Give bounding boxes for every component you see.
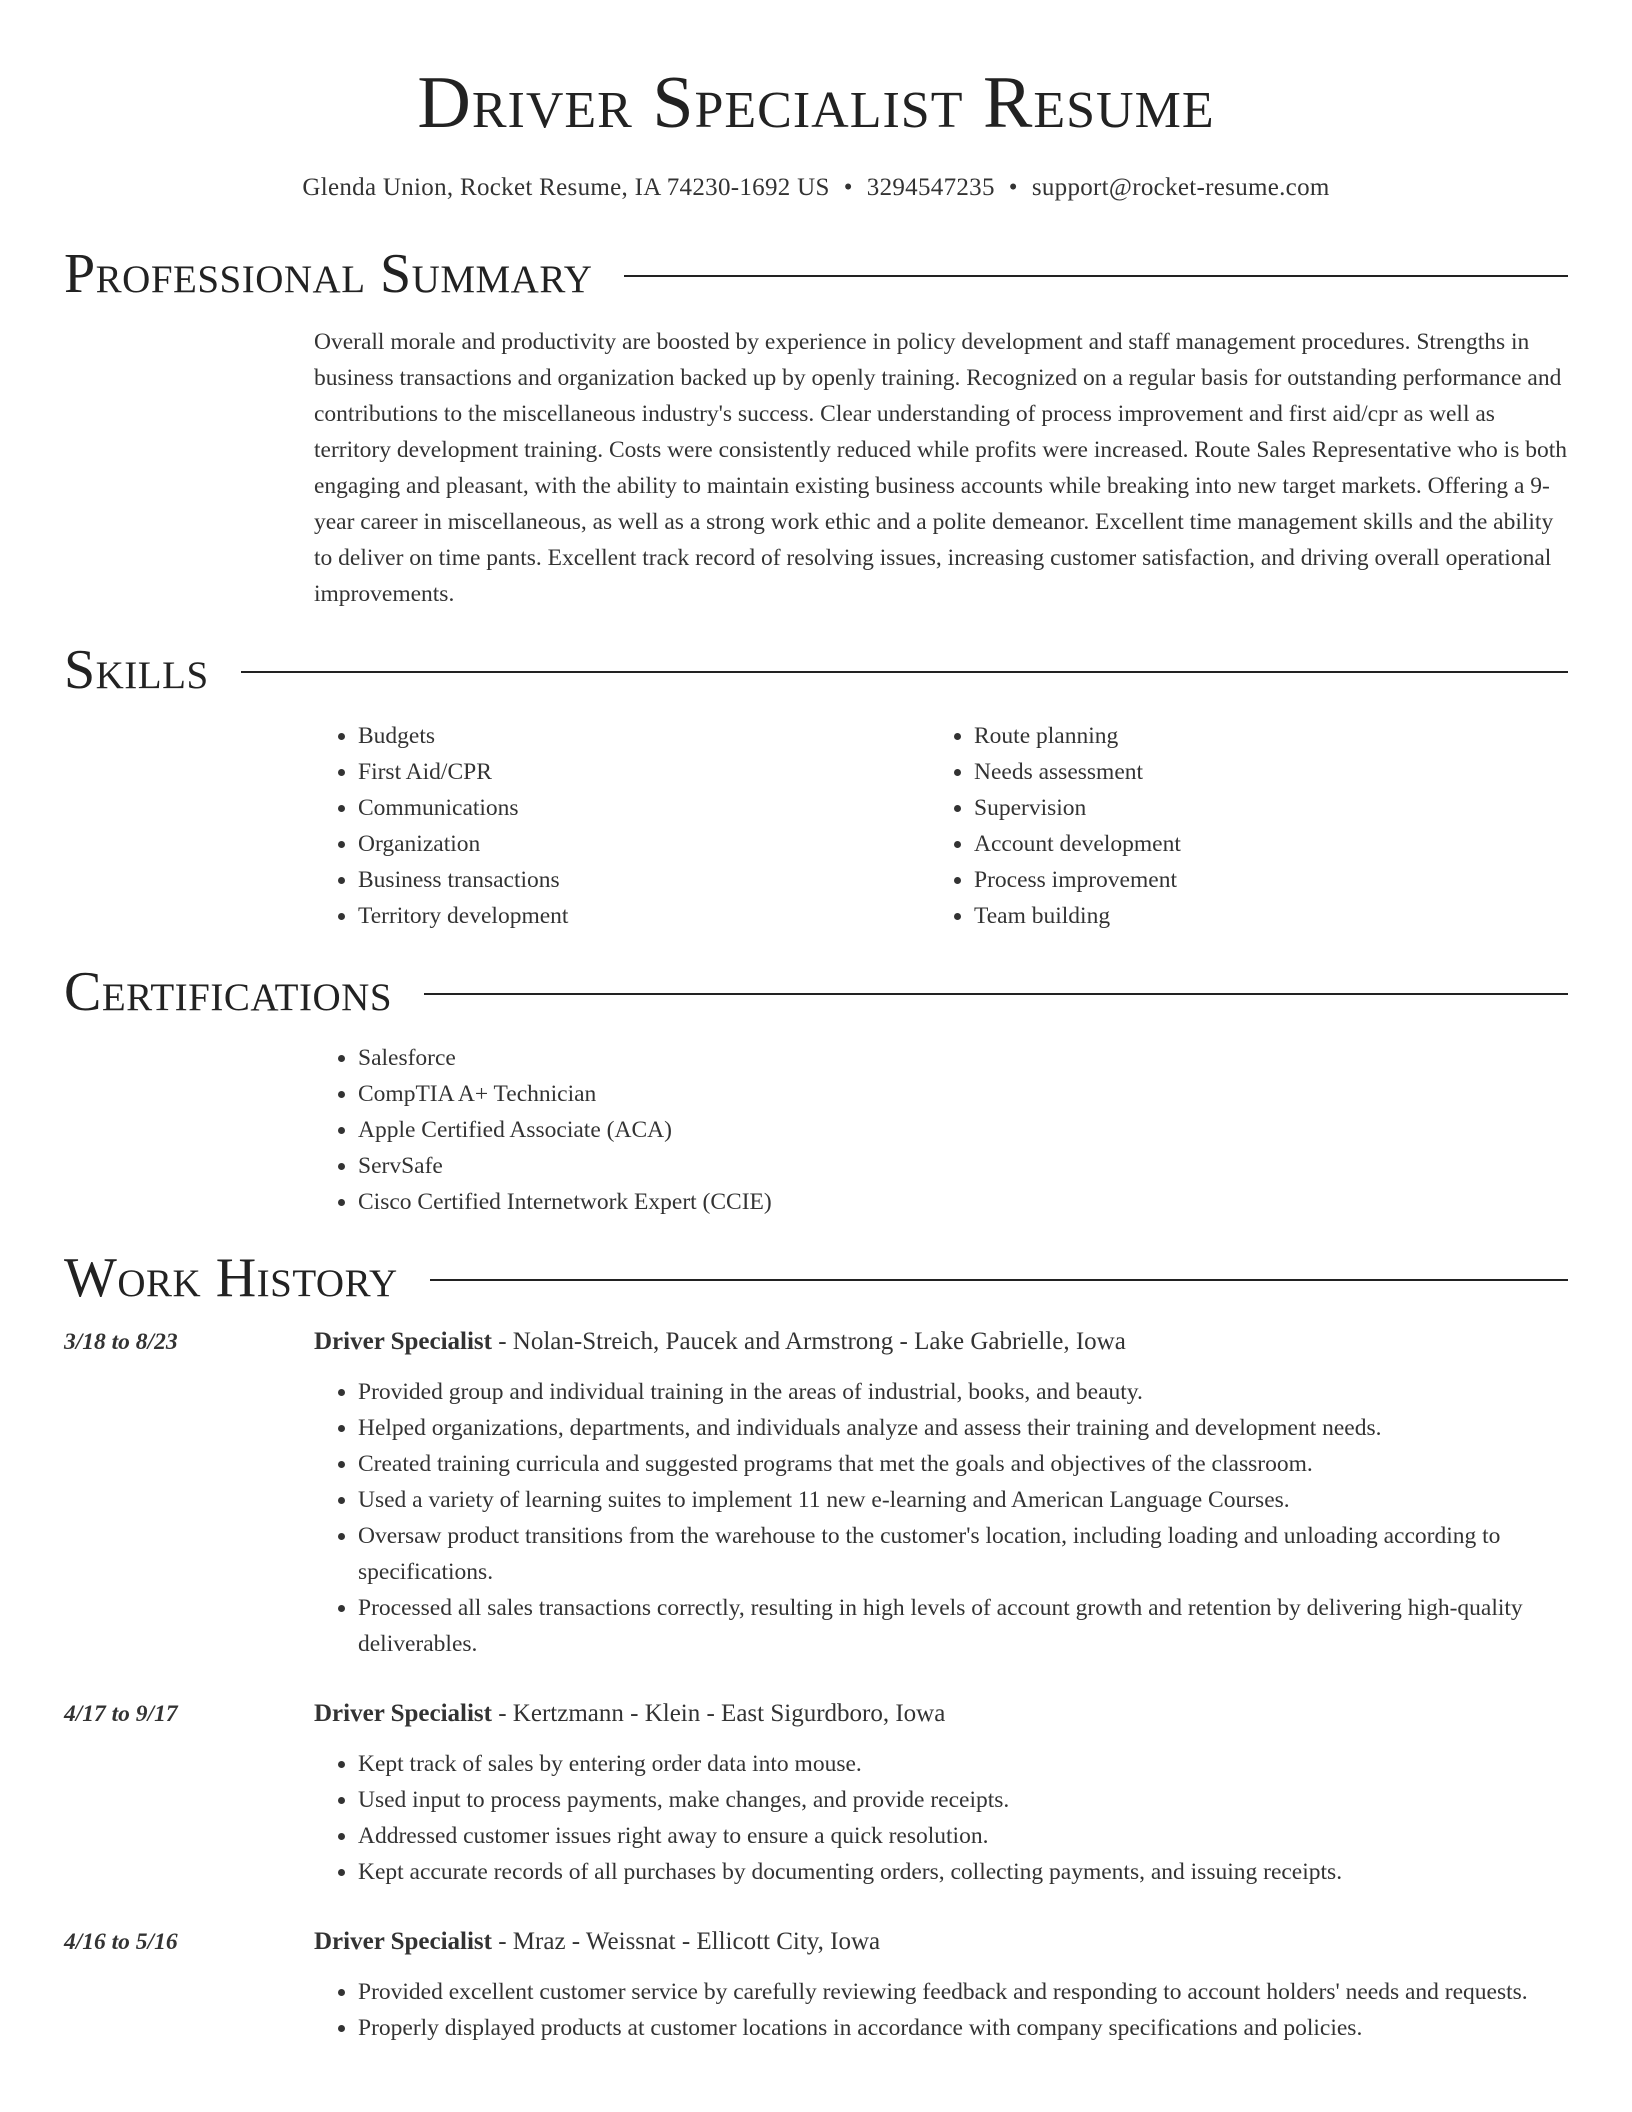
job-body bbox=[314, 1696, 1568, 1890]
skill-item: • Budgets bbox=[358, 718, 930, 754]
skill-item: • Team building bbox=[974, 898, 1546, 934]
job-duty-item: • Provided excellent customer service by carefully reviewing feedback and responding to account holders' needs and requests. bbox=[358, 1974, 1568, 2010]
work-history-section-header bbox=[64, 1247, 1568, 1309]
job-duty-item: • Kept accurate records of all purchases by documenting orders, collecting payments, and issuing receipts. bbox=[358, 1854, 1568, 1890]
work-history-heading: Work History bbox=[64, 1247, 398, 1309]
job-duty-item: • Provided group and individual training in the areas of industrial, books, and beauty. bbox=[358, 1374, 1568, 1410]
job-body bbox=[314, 1324, 1568, 1662]
certification-item: • Apple Certified Associate (ACA) bbox=[358, 1112, 1568, 1148]
job-duty-item: • Used input to process payments, make changes, and provide receipts. bbox=[358, 1782, 1568, 1818]
resume-title: Driver Specialist Resume bbox=[417, 62, 1215, 144]
contact-separator: • bbox=[843, 174, 853, 201]
certifications-heading: Certifications bbox=[64, 961, 393, 1023]
certification-item: • CompTIA A+ Technician bbox=[358, 1076, 1568, 1112]
job-entry bbox=[64, 1324, 1568, 1662]
skill-item: • Supervision bbox=[974, 790, 1546, 826]
job-duties bbox=[314, 1374, 1568, 1662]
skill-item: • Territory development bbox=[358, 898, 930, 934]
job-duties bbox=[314, 1746, 1568, 1890]
job-dates: 4/17 to 9/17 bbox=[64, 1701, 178, 1727]
job-role: Driver Specialist bbox=[314, 1928, 492, 1955]
job-dates: 3/18 to 8/23 bbox=[64, 1329, 178, 1355]
job-header bbox=[314, 1696, 1568, 1732]
job-duty-item: • Used a variety of learning suites to implement 11 new e-learning and American Language Courses. bbox=[358, 1482, 1568, 1518]
job-role: Driver Specialist bbox=[314, 1328, 492, 1355]
job-header bbox=[314, 1324, 1568, 1360]
skill-item: • Organization bbox=[358, 826, 930, 862]
skill-item: • Needs assessment bbox=[974, 754, 1546, 790]
contact-email[interactable]: support@rocket-resume.com bbox=[1031, 174, 1330, 201]
job-duty-item: • Kept track of sales by entering order data into mouse. bbox=[358, 1746, 1568, 1782]
skill-item: • Process improvement bbox=[974, 862, 1546, 898]
job-entry bbox=[64, 1696, 1568, 1890]
contact-line bbox=[64, 174, 1568, 202]
skill-item: • Account development bbox=[974, 826, 1546, 862]
job-duty-item: • Created training curricula and suggested programs that met the goals and objectives of the classroom. bbox=[358, 1446, 1568, 1482]
skill-item: • Communications bbox=[358, 790, 930, 826]
job-duties bbox=[314, 1974, 1568, 2046]
job-entry bbox=[64, 1924, 1568, 2046]
contact-separator: • bbox=[1008, 174, 1018, 201]
job-details: - Mraz - Weissnat - Ellicott City, Iowa bbox=[491, 1928, 881, 1955]
job-duty-item: • Addressed customer issues right away to ensure a quick resolution. bbox=[358, 1818, 1568, 1854]
certifications-section-header bbox=[64, 961, 1568, 1023]
certification-item: • Salesforce bbox=[358, 1040, 1568, 1076]
job-duty-item: • Properly displayed products at customer locations in accordance with company specifications and policies. bbox=[358, 2010, 1568, 2046]
section-divider bbox=[241, 671, 1568, 673]
skill-item: • Business transactions bbox=[358, 862, 930, 898]
certifications-list bbox=[314, 1040, 1568, 1220]
certification-item: • Cisco Certified Internetwork Expert (CCIE) bbox=[358, 1184, 1568, 1220]
summary-text: Overall morale and productivity are boosted by experience in policy development and staff management procedures. Strengths in business transactions and organization backed up by openly training. Recognized on a regular basis for outstanding performance and contributions to the miscellaneous industry's success. Clear understanding of process improvement and first aid/cpr as well as territory development training. Costs were consistently reduced while profits were increased. Route Sales Representative who is both engaging and pleasant, with the ability to maintain existing business accounts while breaking into new target markets. Offering a 9-year career in miscellaneous, as well as a strong work ethic and a polite demeanor. Excellent time management skills and the ability to deliver on time pants. Excellent track record of resolving issues, increasing customer satisfaction, and driving overall operational improvements. bbox=[314, 329, 1567, 607]
job-header bbox=[314, 1924, 1568, 1960]
section-divider bbox=[424, 993, 1568, 995]
skill-item: • First Aid/CPR bbox=[358, 754, 930, 790]
job-duty-item: • Processed all sales transactions correctly, resulting in high levels of account growth and retention by delivering high-quality deliverables. bbox=[358, 1590, 1568, 1662]
job-body bbox=[314, 1924, 1568, 2046]
section-divider bbox=[624, 275, 1568, 277]
section-divider bbox=[430, 1279, 1568, 1281]
job-duty-item: • Oversaw product transitions from the warehouse to the customer's location, including loading and unloading according to specifications. bbox=[358, 1518, 1568, 1590]
job-role: Driver Specialist bbox=[314, 1700, 492, 1727]
contact-address: Glenda Union, Rocket Resume, IA 74230-1692 US bbox=[302, 174, 830, 201]
skills-section-header bbox=[64, 639, 1568, 701]
skills-heading: Skills bbox=[64, 639, 209, 701]
job-details: - Kertzmann - Klein - East Sigurdboro, Iowa bbox=[491, 1700, 946, 1727]
job-details: - Nolan-Streich, Paucek and Armstrong - Lake Gabrielle, Iowa bbox=[491, 1328, 1126, 1355]
summary-section-header bbox=[64, 243, 1568, 305]
contact-phone: 3294547235 bbox=[866, 174, 995, 201]
skills-column-left bbox=[314, 718, 930, 934]
job-duty-item: • Helped organizations, departments, and individuals analyze and assess their training and development needs. bbox=[358, 1410, 1568, 1446]
certification-item: • ServSafe bbox=[358, 1148, 1568, 1184]
job-dates: 4/16 to 5/16 bbox=[64, 1929, 178, 1955]
summary-heading: Professional Summary bbox=[64, 243, 593, 305]
skills-list bbox=[314, 718, 1568, 934]
skills-column-right bbox=[930, 718, 1546, 934]
skill-item: • Route planning bbox=[974, 718, 1546, 754]
